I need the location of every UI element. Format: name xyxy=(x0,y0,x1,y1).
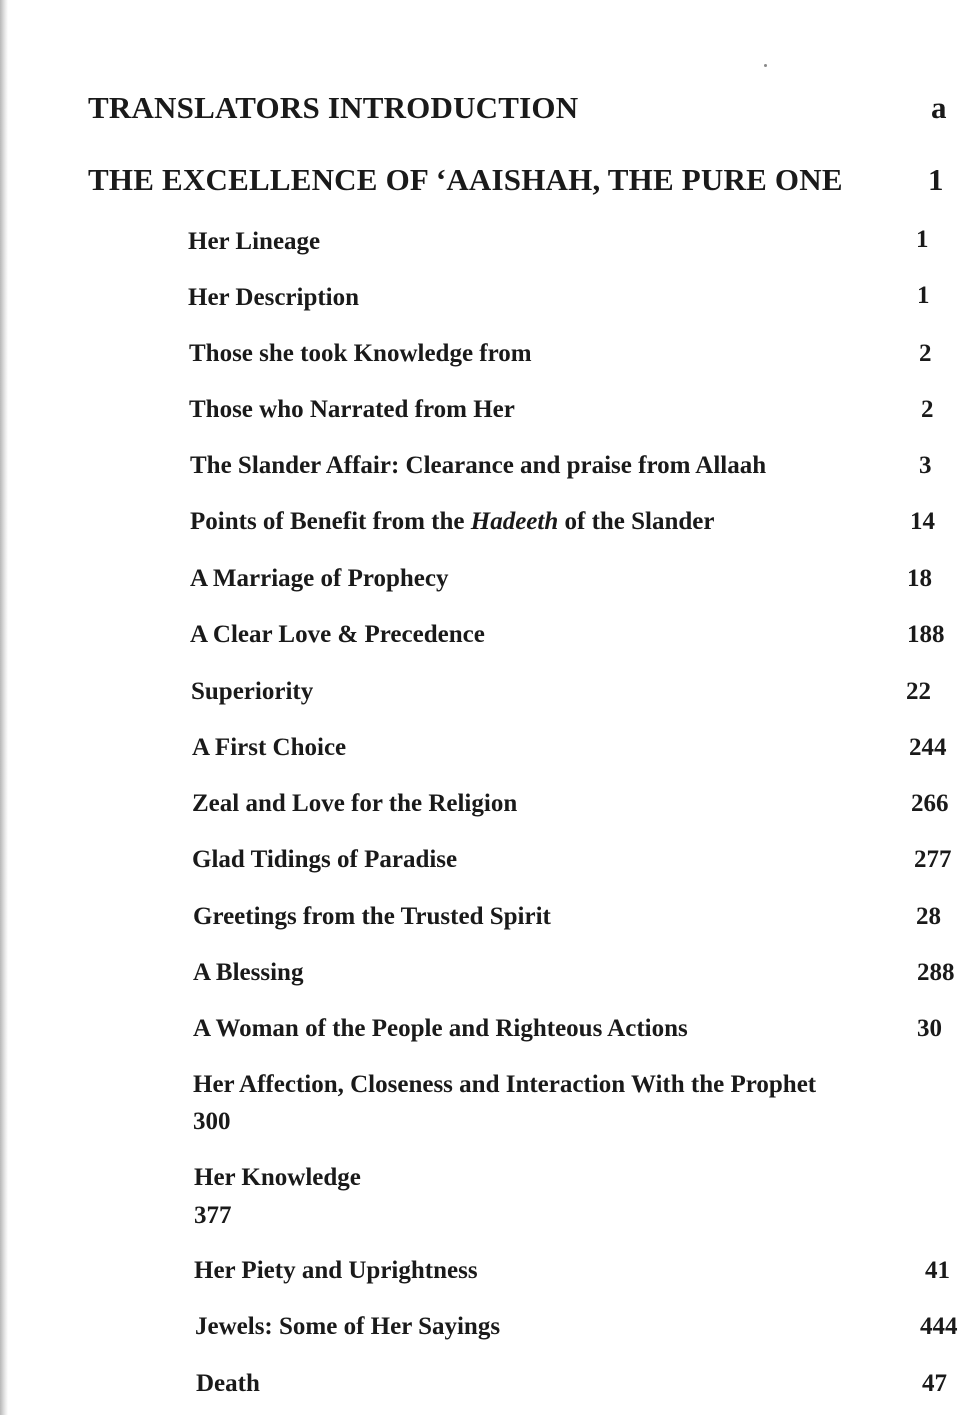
toc-entry: Greetings from the Trusted Spirit xyxy=(193,903,551,930)
toc-entry: A Blessing xyxy=(193,959,304,986)
toc-entry-italic-text: Hadeeth xyxy=(470,508,559,535)
toc-entry: Death xyxy=(196,1370,260,1397)
toc-entry: Superiority xyxy=(191,678,314,705)
toc-entry-page: 1 xyxy=(917,282,930,309)
toc-heading-page: 1 xyxy=(928,162,944,197)
toc-entry: Her Description xyxy=(188,284,360,311)
toc-entry-page: 47 xyxy=(922,1370,947,1397)
toc-entry-page: 22 xyxy=(906,678,931,705)
toc-entry: The Slander Affair: Clearance and praise from Allaah xyxy=(190,452,767,479)
toc-entry-page: 18 xyxy=(907,565,932,592)
toc-entry-page: 2 xyxy=(921,396,934,423)
toc-entry: Her Affection, Closeness and Interaction With the Prophet xyxy=(193,1071,817,1098)
toc-entry-page: 3 xyxy=(919,452,932,479)
toc-heading-page: a xyxy=(931,90,947,125)
toc-entry-page: 300 xyxy=(193,1108,231,1135)
toc-entry: A First Choice xyxy=(192,734,347,761)
toc-entry: Her Piety and Uprightness xyxy=(194,1257,478,1284)
scan-left-edge xyxy=(0,0,8,1415)
toc-entry-page: 377 xyxy=(194,1202,232,1229)
toc-entry-page: 444 xyxy=(920,1313,958,1340)
toc-entry: Zeal and Love for the Religion xyxy=(192,790,518,817)
toc-entry-page: 188 xyxy=(907,621,945,648)
toc-entry-page: 277 xyxy=(914,846,952,873)
toc-entry-page: 2 xyxy=(919,340,932,367)
toc-entry-page: 41 xyxy=(925,1257,950,1284)
toc-entry: A Marriage of Prophecy xyxy=(190,565,449,592)
toc-entry-page: 288 xyxy=(917,959,955,986)
toc-entry: Glad Tidings of Paradise xyxy=(192,846,458,873)
toc-entry: A Clear Love & Precedence xyxy=(190,621,485,648)
toc-entry: Her Knowledge xyxy=(194,1164,361,1191)
toc-heading-excellence-of-aaishah: THE EXCELLENCE OF ‘AAISHAH, THE PURE ONE xyxy=(88,162,843,197)
toc-entry: Those she took Knowledge from xyxy=(189,340,532,367)
toc-heading-translators-introduction: TRANSLATORS INTRODUCTION xyxy=(88,90,579,125)
toc-entry-text: of the Slander xyxy=(558,508,715,535)
toc-entry: Jewels: Some of Her Sayings xyxy=(195,1313,501,1340)
scan-speck xyxy=(764,64,767,67)
toc-entry-text: Points of Benefit from the xyxy=(190,508,471,535)
toc-entry-hadeeth-of-the-slander xyxy=(190,508,715,536)
toc-entry: Those who Narrated from Her xyxy=(189,396,515,423)
toc-entry-page: 1 xyxy=(916,226,929,253)
toc-entry-page: 30 xyxy=(917,1015,942,1042)
toc-entry: Her Lineage xyxy=(188,228,321,255)
toc-entry-page: 14 xyxy=(910,508,935,535)
toc-entry: A Woman of the People and Righteous Actions xyxy=(193,1015,688,1042)
toc-entry-page: 28 xyxy=(916,903,941,930)
toc-entry-page: 266 xyxy=(911,790,949,817)
toc-entry-page: 244 xyxy=(909,734,947,761)
